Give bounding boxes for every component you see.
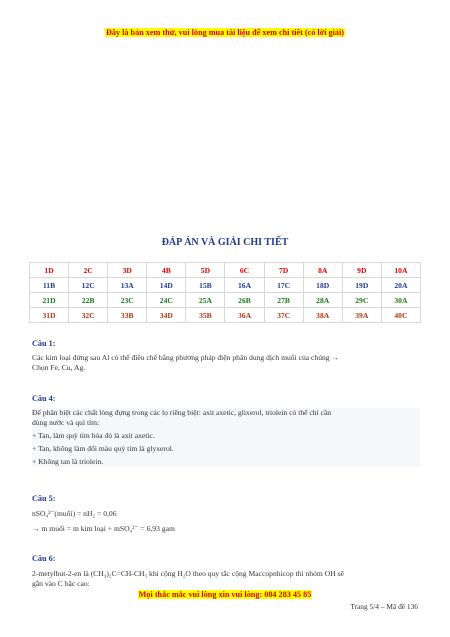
answer-cell: 25A <box>186 293 225 308</box>
answer-cell: 30A <box>381 293 420 308</box>
question-5-line: nSO₄²⁻(muối) = nH₂ = 0,06 <box>32 509 117 518</box>
answer-cell: 23C <box>108 293 147 308</box>
answer-cell: 7D <box>264 263 303 278</box>
answer-row <box>30 308 421 323</box>
question-5-label: Câu 5: <box>32 494 56 503</box>
page-title: ĐÁP ÁN VÀ GIẢI CHI TIẾT <box>161 237 289 248</box>
answer-cell: 29C <box>342 293 381 308</box>
answer-cell: 40C <box>381 308 420 323</box>
answer-cell: 3D <box>108 263 147 278</box>
question-1-text <box>32 353 420 373</box>
answer-cell: 36A <box>225 308 264 323</box>
contact-footer <box>0 590 450 599</box>
preview-banner-text: Đây là bản xem thử, vui lòng mua tài liệu để xem chi tiết (có lời giải) <box>105 28 344 37</box>
page-number: Trang 5/4 – Mã đề 136 <box>350 602 418 611</box>
answer-cell: 19D <box>342 278 381 293</box>
answer-cell: 6C <box>225 263 264 278</box>
answer-cell: 15B <box>186 278 225 293</box>
answer-cell: 37C <box>264 308 303 323</box>
question-4-text <box>32 408 420 467</box>
question-4-bullet: + Tan, không làm đổi màu quỳ tím là glyxerol. <box>32 444 174 453</box>
answer-cell: 22B <box>69 293 108 308</box>
answer-row <box>30 278 421 293</box>
answer-cell: 17C <box>264 278 303 293</box>
contact-footer-text: Mọi thắc mắc vui lòng xin vui lòng: 084 283 45 85 <box>138 590 312 599</box>
answer-cell: 34D <box>147 308 186 323</box>
answer-cell: 9D <box>342 263 381 278</box>
answer-cell: 38A <box>303 308 342 323</box>
answer-cell: 39A <box>342 308 381 323</box>
answer-cell: 21D <box>30 293 69 308</box>
answer-table <box>29 262 421 323</box>
answer-cell: 31D <box>30 308 69 323</box>
answer-cell: 8A <box>303 263 342 278</box>
answer-cell: 12C <box>69 278 108 293</box>
question-6-line: gắn vào C bậc cao: <box>32 579 90 588</box>
question-6-text <box>32 569 420 589</box>
question-1-label: Câu 1: <box>32 339 56 348</box>
question-4-line: Để phân biệt các chất lỏng đựng trong các lọ riêng biệt: axit axetic, glixerol, triolein có thể chỉ cần <box>32 408 332 417</box>
answer-cell: 11B <box>30 278 69 293</box>
question-4-line: dùng nước và quì tím: <box>32 418 100 427</box>
answer-cell: 5D <box>186 263 225 278</box>
answer-cell: 20A <box>381 278 420 293</box>
question-4-bullet: + Không tan là triolein. <box>32 457 104 466</box>
preview-banner <box>0 28 450 37</box>
question-6-line: 2-metylbut-2-en là (CH₃)₂C=CH-CH₃ khi cộng H₂O theo quy tắc cộng Maccopnhicop thì nhóm OH sẽ <box>32 569 344 578</box>
answer-cell: 32C <box>69 308 108 323</box>
question-4-label: Câu 4: <box>32 394 56 403</box>
question-5-line: → m muối = m kim loại + mSO₄²⁻ = 6,93 gam <box>32 524 175 533</box>
answer-row <box>30 263 421 278</box>
answer-cell: 18D <box>303 278 342 293</box>
question-6-label: Câu 6: <box>32 554 56 563</box>
answer-cell: 16A <box>225 278 264 293</box>
answer-cell: 13A <box>108 278 147 293</box>
question-5-text <box>32 509 420 534</box>
answer-cell: 26B <box>225 293 264 308</box>
answer-cell: 4B <box>147 263 186 278</box>
question-1-line: Chọn Fe, Cu, Ag. <box>32 363 86 372</box>
answer-cell: 35B <box>186 308 225 323</box>
question-4-bullet: + Tan, làm quỳ tím hóa đỏ là axit axetic. <box>32 431 155 440</box>
answer-cell: 24C <box>147 293 186 308</box>
answer-cell: 10A <box>381 263 420 278</box>
answer-cell: 27B <box>264 293 303 308</box>
question-1-line: Các kim loại đứng sau Al có thể điều chế bằng phương pháp điện phân dung dịch muối của chúng → <box>32 353 340 362</box>
answer-cell: 2C <box>69 263 108 278</box>
answer-cell: 14D <box>147 278 186 293</box>
answer-cell: 1D <box>30 263 69 278</box>
answer-cell: 33B <box>108 308 147 323</box>
answer-row <box>30 293 421 308</box>
answer-cell: 28A <box>303 293 342 308</box>
